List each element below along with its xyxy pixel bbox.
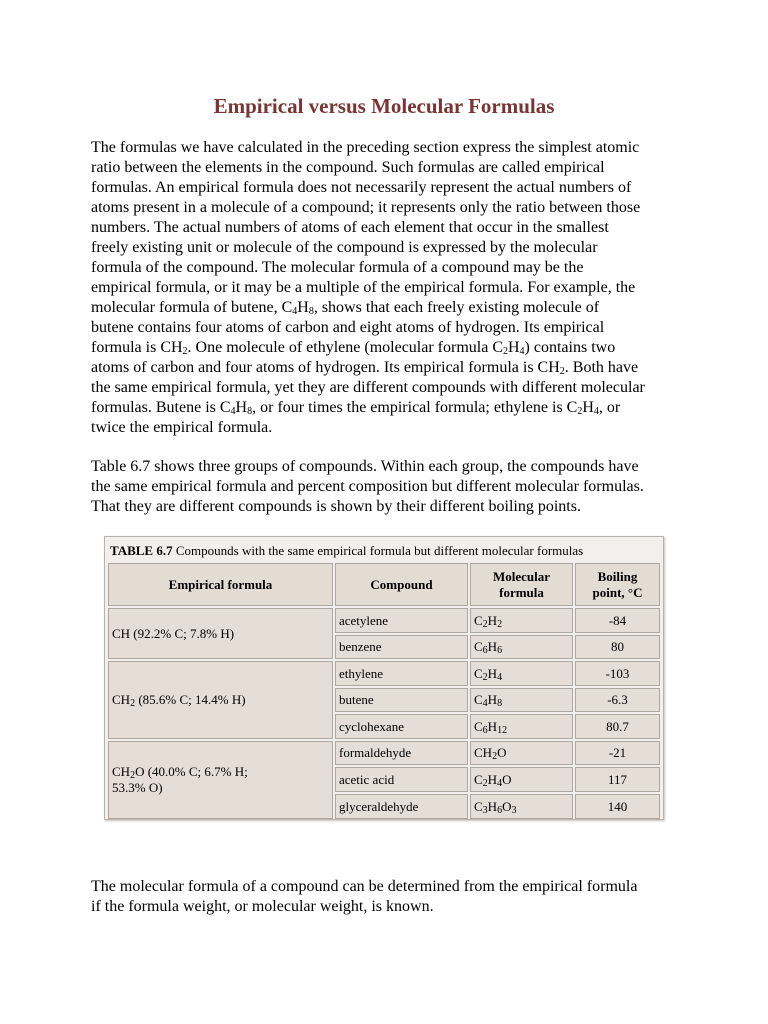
text-fragment: (85.6% C; 14.4% H) [135,692,246,707]
subscript: 6 [497,804,503,816]
subscript: 8 [497,698,503,709]
subscript: 2 [497,618,503,630]
table-row-compound [335,767,468,792]
molecular-formula [474,692,502,708]
group-empirical-ch2 [108,661,333,739]
text-fragment: H [487,612,498,628]
text-fragment: molecular formula of butene, C [91,299,293,316]
text-fragment: O [497,745,507,760]
header-label: formula [499,584,544,600]
subscript: 4 [519,346,525,357]
text-fragment: CH [474,745,493,760]
group-empirical-ch [108,608,333,659]
paragraph-conclusion [91,877,691,917]
header-label: Molecular [492,568,551,584]
compound-name: benzene [339,639,382,654]
text-fragment: . One molecule of ethylene (molecular formula C [187,339,503,356]
text-line: Table 6.7 shows three groups of compounds. Within each group, the compounds have [91,458,639,475]
text-line: the same empirical formula and percent composition but different molecular formulas. [91,478,644,495]
table-caption-label: TABLE 6.7 [110,543,173,558]
text-fragment: CH [112,692,131,707]
text-line [91,338,691,358]
paragraph-intro [91,138,691,438]
subscript: 6 [482,645,488,656]
table-row-boiling-point [575,794,660,819]
molecular-formula [474,666,502,682]
subscript: 2 [130,698,136,709]
text-line: empirical formula, or it may be a multiple of the empirical formula. For example, the [91,279,636,296]
text-fragment: C [474,612,483,628]
text-line: if the formula weight, or molecular weight, is known. [91,898,434,915]
text-fragment: O (40.0% C; 6.7% H; [135,764,248,779]
table-row-boiling-point [575,608,660,633]
header-label: Boiling [597,568,638,584]
molecular-formula [474,745,506,761]
subscript: 8 [247,406,253,417]
page-title: Empirical versus Molecular Formulas [213,94,555,118]
subscript: 2 [182,346,188,357]
table-row-formula [470,714,573,739]
subscript: 2 [130,770,136,781]
text-fragment: C [474,718,483,734]
text-fragment: C [474,692,483,707]
subscript: 2 [482,777,488,789]
group-label [112,764,248,796]
subscript: 3 [482,804,488,816]
table-row-compound [335,608,468,633]
subscript: 2 [502,346,508,357]
subscript: 3 [511,804,517,816]
compound-name: formaldehyde [339,745,412,760]
subscript: 6 [482,724,488,736]
table-row-compound [335,714,468,739]
subscript: 2 [559,366,565,377]
table-row-boiling-point [575,714,660,739]
text-fragment: H [297,299,309,316]
table-row-formula [470,688,573,712]
subscript: 8 [308,306,314,317]
subscript: 2 [577,406,583,417]
molecular-formula [474,772,511,788]
boiling-value: -6.3 [607,692,628,707]
table-row-boiling-point [575,767,660,792]
text-line: numbers. The actual numbers of atoms of each element that occur in the smallest [91,219,609,236]
table-row-compound [335,688,468,712]
boiling-value: 80 [611,639,624,654]
header-boiling-point [575,563,660,606]
table-row-compound [335,741,468,765]
molecular-formula [474,639,502,655]
text-fragment: C [474,639,483,654]
text-fragment: formula is CH [91,339,183,356]
text-line: That they are different compounds is shown by their different boiling points. [91,498,581,515]
text-line: freely existing unit or molecule of the compound is expressed by the molecular [91,239,598,256]
table-row-formula [470,741,573,765]
header-label: Empirical formula [168,576,273,592]
table-row-boiling-point [575,661,660,686]
text-line [91,398,691,418]
subscript: 4 [593,406,599,417]
subscript: 2 [482,618,488,630]
molecular-formula [474,799,516,815]
text-line: formula of the compound. The molecular formula of a compound may be the [91,259,584,276]
boiling-value: -21 [608,745,627,760]
table-row-compound [335,794,468,819]
text-line: formulas. An empirical formula does not necessarily represent the actual numbers of [91,179,632,196]
boiling-value: 80.7 [606,718,629,734]
subscript: 6 [497,645,503,656]
table-row-formula [470,608,573,633]
text-fragment: , shows that each freely existing molecule of [313,299,600,316]
text-fragment: , or [598,399,621,416]
compound-name: ethylene [339,665,384,681]
boiling-value: -103 [605,665,630,681]
molecular-formula [474,613,502,629]
table-row-boiling-point [575,741,660,765]
subscript: 4 [497,777,503,789]
header-label: Compound [370,576,433,592]
compound-name: acetylene [339,612,389,628]
text-line: the same empirical formula, yet they are different compounds with different molecular [91,379,645,396]
text-fragment: atoms of carbon and four atoms of hydrogen. Its empirical formula is CH [91,359,560,376]
boiling-value: 117 [607,771,628,787]
text-fragment: . Both have [564,359,639,376]
text-line: The molecular formula of a compound can be determined from the empirical formula [91,878,638,895]
boiling-value: -84 [608,612,627,628]
text-fragment: H [507,339,520,356]
text-line: The formulas we have calculated in the preceding section express the simplest atomic [91,139,640,156]
text-fragment: C [474,798,483,814]
header-molecular-formula [470,563,573,606]
header-empirical-formula [108,563,333,606]
text-fragment: H [487,718,498,734]
text-fragment: H [235,399,248,416]
text-fragment: H [487,798,498,814]
table-row-boiling-point [575,635,660,659]
header-label: point, °C [592,584,643,600]
text-fragment: H [487,771,498,787]
text-fragment: CH [112,764,131,779]
compound-name: cyclohexane [339,718,404,734]
subscript: 2 [482,671,488,683]
text-fragment: H [487,692,498,707]
text-line: twice the empirical formula. [91,419,273,436]
table-row-boiling-point [575,688,660,712]
table-row-compound [335,661,468,686]
boiling-value: 140 [607,798,628,814]
text-fragment: H [487,639,498,654]
text-line [91,298,691,318]
table-row-compound [335,635,468,659]
subscript: 2 [492,751,498,762]
text-fragment: O [502,798,512,814]
table-caption [110,542,583,560]
text-fragment: H [487,665,498,681]
table-row-formula [470,794,573,819]
text-line: butene contains four atoms of carbon and eight atoms of hydrogen. Its empirical [91,319,605,336]
table-caption-text: Compounds with the same empirical formula but different molecular formulas [172,543,584,558]
compounds-table [104,536,664,820]
table-row-formula [470,661,573,686]
subscript: 4 [497,671,503,683]
text-line: ratio between the elements in the compound. Such formulas are called empirical [91,159,605,176]
subscript: 12 [497,724,508,736]
text-fragment: ) contains two [524,339,616,356]
compound-name: glyceraldehyde [339,798,419,814]
group-empirical-ch2o [108,741,333,819]
text-fragment: C [474,665,483,681]
molecular-formula [474,719,507,735]
text-fragment: formulas. Butene is C [91,399,231,416]
subscript: 4 [230,406,236,417]
group-label: CH (92.2% C; 7.8% H) [112,625,235,641]
text-fragment: 53.3% O) [112,780,163,795]
compound-name: acetic acid [339,771,395,787]
text-fragment: H [582,399,594,416]
text-line [91,358,691,378]
subscript: 4 [482,698,488,709]
group-label [112,692,246,708]
paragraph-table-intro [91,457,691,517]
compound-name: butene [339,692,374,707]
text-fragment: , or four times the empirical formula; ethylene is C [252,399,578,416]
table-row-formula [470,635,573,659]
text-fragment: C [474,771,483,787]
table-row-formula [470,767,573,792]
subscript: 4 [292,306,298,317]
header-compound [335,563,468,606]
text-line: atoms present in a molecule of a compound; it represents only the ratio between those [91,199,641,216]
text-fragment: O [502,771,512,787]
